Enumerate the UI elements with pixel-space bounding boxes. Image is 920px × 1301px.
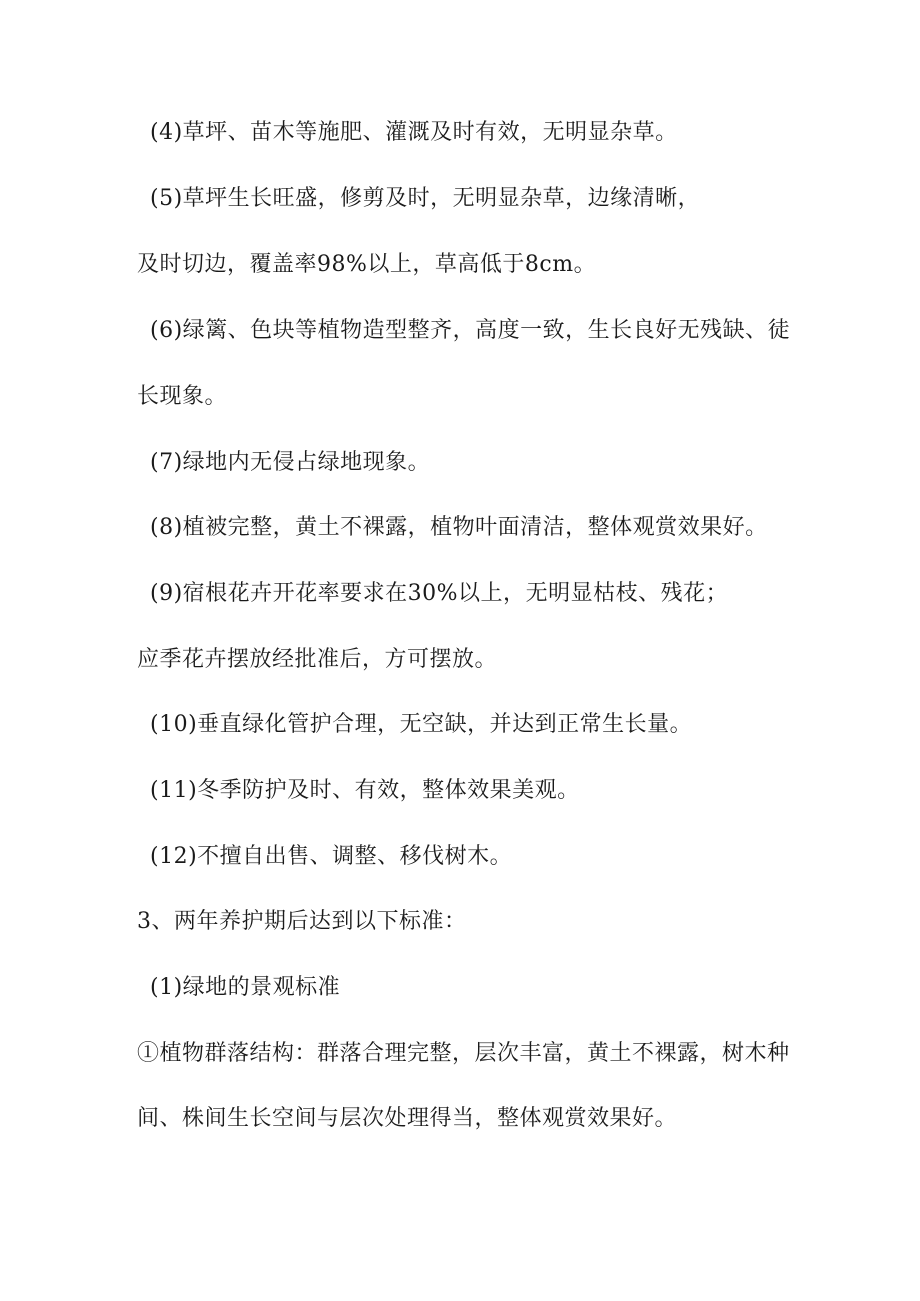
text-line-5-cont: 及时切边，覆盖率98%以上，草高低于8cm。 xyxy=(137,252,597,277)
text-line-10: (10)垂直绿化管护合理，无空缺，并达到正常生长量。 xyxy=(150,712,693,737)
text-line-8: (8)植被完整，黄土不裸露，植物叶面清洁，整体观赏效果好。 xyxy=(150,515,768,540)
text-line-plant-community: ①植物群落结构：群落合理完整，层次丰富，黄土不裸露，树木种 xyxy=(137,1041,790,1066)
text-line-11: (11)冬季防护及时、有效，整体效果美观。 xyxy=(150,778,580,803)
text-line-9: (9)宿根花卉开花率要求在30%以上，无明显枯枝、残花； xyxy=(150,581,729,606)
text-line-9-cont: 应季花卉摆放经批准后，方可摆放。 xyxy=(137,647,498,672)
text-line-6: (6)绿篱、色块等植物造型整齐，高度一致，生长良好无残缺、徒 xyxy=(150,318,791,343)
text-line-6-cont: 长现象。 xyxy=(137,384,228,409)
text-line-7: (7)绿地内无侵占绿地现象。 xyxy=(150,450,431,475)
text-line-plant-community-cont: 间、株间生长空间与层次处理得当，整体观赏效果好。 xyxy=(137,1106,678,1131)
text-line-12: (12)不擅自出售、调整、移伐树木。 xyxy=(150,844,513,869)
text-line-4: (4)草坪、苗木等施肥、灌溉及时有效，无明显杂草。 xyxy=(150,120,678,145)
text-line-5: (5)草坪生长旺盛，修剪及时，无明显杂草，边缘清晰， xyxy=(150,186,701,211)
subheading-landscape-standard: (1)绿地的景观标准 xyxy=(150,975,341,1000)
section-heading-3: 3、两年养护期后达到以下标准： xyxy=(137,909,467,934)
